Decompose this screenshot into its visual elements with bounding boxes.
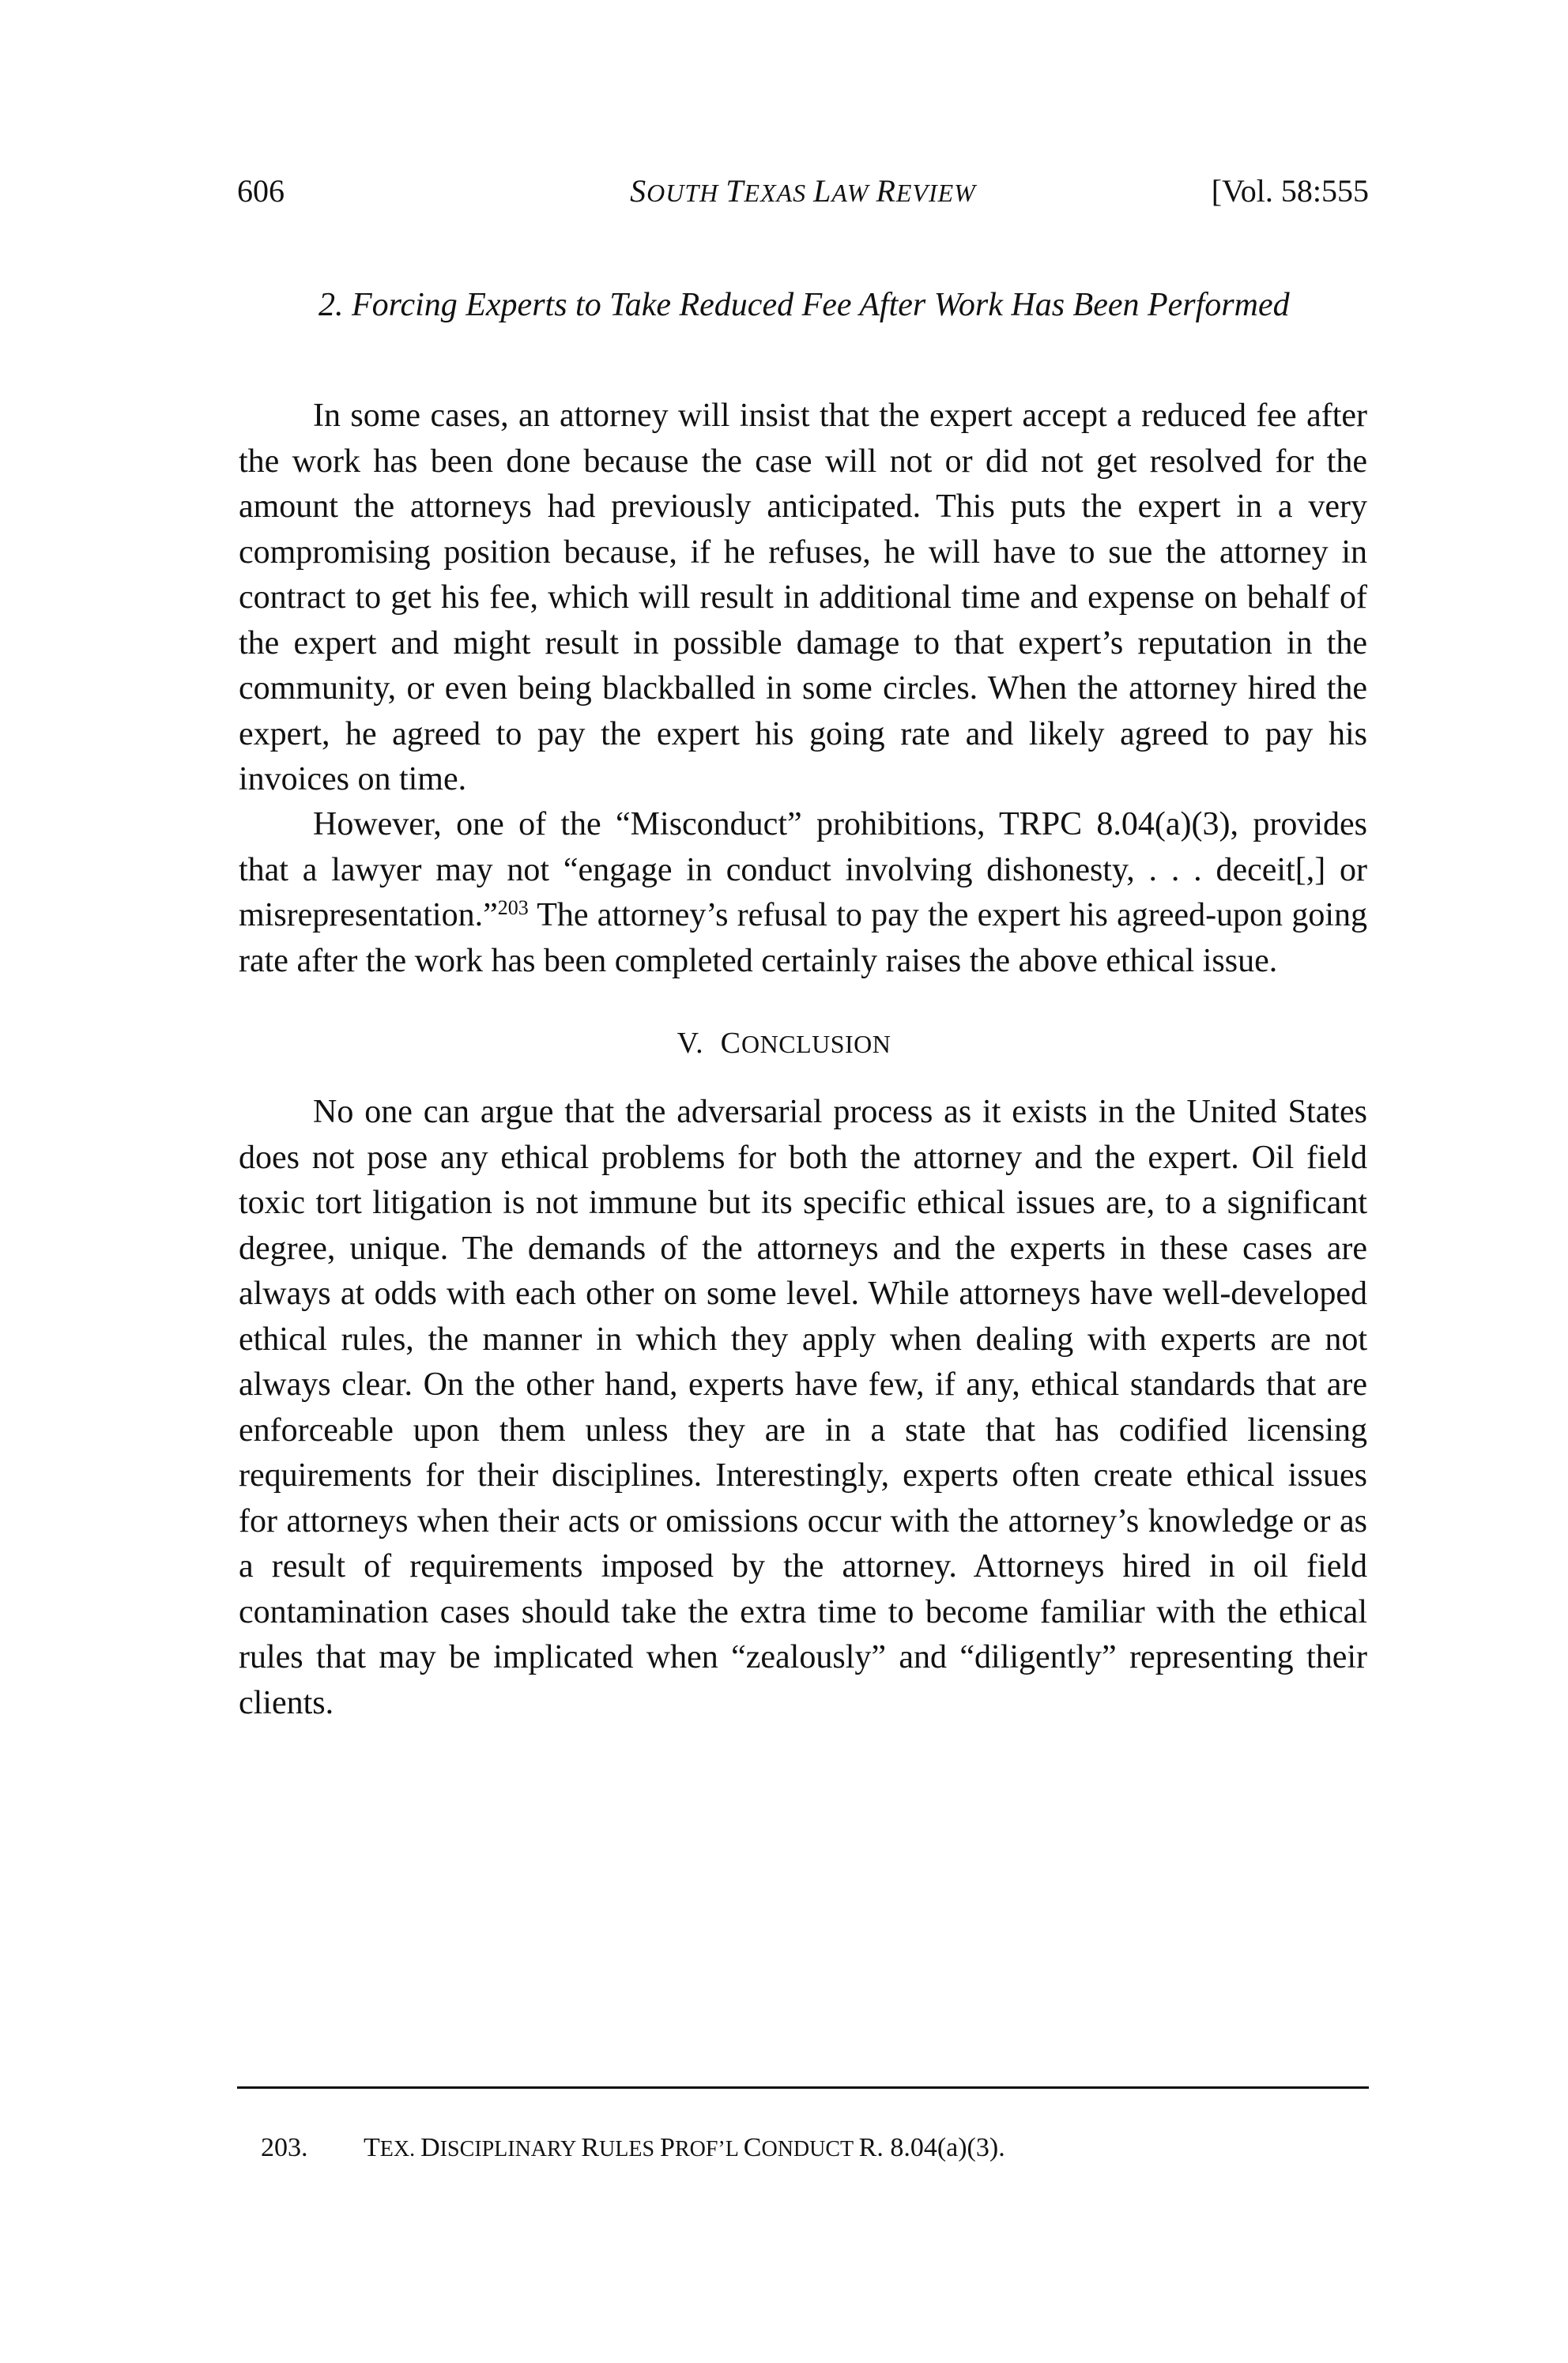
running-header [237, 168, 1369, 215]
citation-rule: R. 8.04(a)(3). [858, 2133, 1005, 2162]
citation-letter: T [364, 2133, 380, 2162]
citation-smallcaps: ROF’L [674, 2137, 744, 2161]
paragraph [239, 1090, 1367, 1726]
journal-title-smallcaps: AW [831, 179, 876, 207]
citation-smallcaps: EX. [379, 2137, 421, 2161]
footnote [261, 2131, 1288, 2167]
footnote-number: 203. [261, 2133, 308, 2162]
citation-smallcaps: ONDUCT [761, 2137, 859, 2161]
section-numeral: V. [677, 1027, 704, 1060]
paragraph-text: In some cases, an attorney will insist that the expert accept a reduced fee after the work has been done because the case will not or did not get resolved for the amount the attorneys had previously anticipated. This puts the expert in a very compromising position because, if he refuses, he will have to sue the attorney in contract to get his fee, which will result in additional time and expense on behalf of the expert and might result in possible damage to that expert’s reputation in the community, or even being blackballed in some circles. When the attorney hired the expert, he agreed to pay the expert his going rate and likely agreed to pay his invoices on time. [239, 398, 1367, 797]
section-title-smallcaps: ONCLUSION [741, 1030, 891, 1058]
paragraph [239, 802, 1367, 984]
citation-letter: P [660, 2133, 675, 2162]
journal-title-letter: L [813, 173, 832, 209]
footnote-divider [237, 2086, 1369, 2089]
journal-title [237, 168, 1369, 217]
paragraph-text-segment: However, one of the “Misconduct” prohibitions, TRPC 8.04(a)(3), provides that a lawyer may not “engage in conduct involving dishonesty, . . . deceit[,] or misrepresentation.” [239, 806, 1367, 933]
paragraph-text: No one can argue that the adversarial process as it exists in the United States does not pose any ethical problems for both the attorney and the expert. Oil field toxic tort litigation is not immune but its specific ethical issues are, to a significant degree, unique. The demands of the attorneys and the experts in these cases are always at odds with each other on some level. While attorneys have well-developed ethical rules, the manner in which they apply when dealing with experts are not always clear. On the other hand, experts have few, if any, ethical standards that are enforceable upon them unless they are in a state that has codified licensing requirements for their disciplines. Interestingly, experts often create ethical issues for attorneys when their acts or omissions occur with the attorney’s knowledge or as a result of requirements imposed by the attorney. Attorneys hired in oil field contamination cases should take the extra time to become familiar with the ethical rules that may be implicated when “zealously” and “diligently” representing their clients. [239, 1094, 1367, 1721]
journal-title-letter: R [876, 173, 896, 209]
footnote-reference[interactable]: 203 [497, 896, 529, 919]
journal-title-letter: S [630, 173, 647, 209]
journal-title-smallcaps: EXAS [744, 179, 814, 207]
journal-title-smallcaps: EVIEW [895, 179, 976, 207]
section-title-letter: C [720, 1027, 741, 1060]
citation-letter: R [581, 2133, 600, 2162]
citation-smallcaps: ULES [599, 2137, 661, 2161]
subsection-heading [318, 285, 1298, 326]
citation-letter: D [420, 2133, 440, 2162]
journal-title-letter: T [726, 173, 744, 209]
section-heading [0, 1023, 1568, 1065]
subsection-title: Forcing Experts to Take Reduced Fee After Work Has Been Performed [352, 287, 1290, 323]
paragraph-text-segment: The attorney’s refusal to pay the expert his agreed-upon going rate after the work has been completed certainly raises the above ethical issue. [239, 897, 1367, 979]
citation-letter: C [743, 2133, 762, 2162]
paragraph [239, 394, 1367, 803]
citation-smallcaps: ISCIPLINARY [439, 2137, 582, 2161]
paragraph-text [239, 802, 1367, 984]
volume-citation: [Vol. 58:555 [1211, 173, 1369, 209]
subsection-number: 2. [318, 287, 344, 323]
page-number: 606 [237, 173, 285, 209]
journal-title-smallcaps: OUTH [646, 179, 726, 207]
